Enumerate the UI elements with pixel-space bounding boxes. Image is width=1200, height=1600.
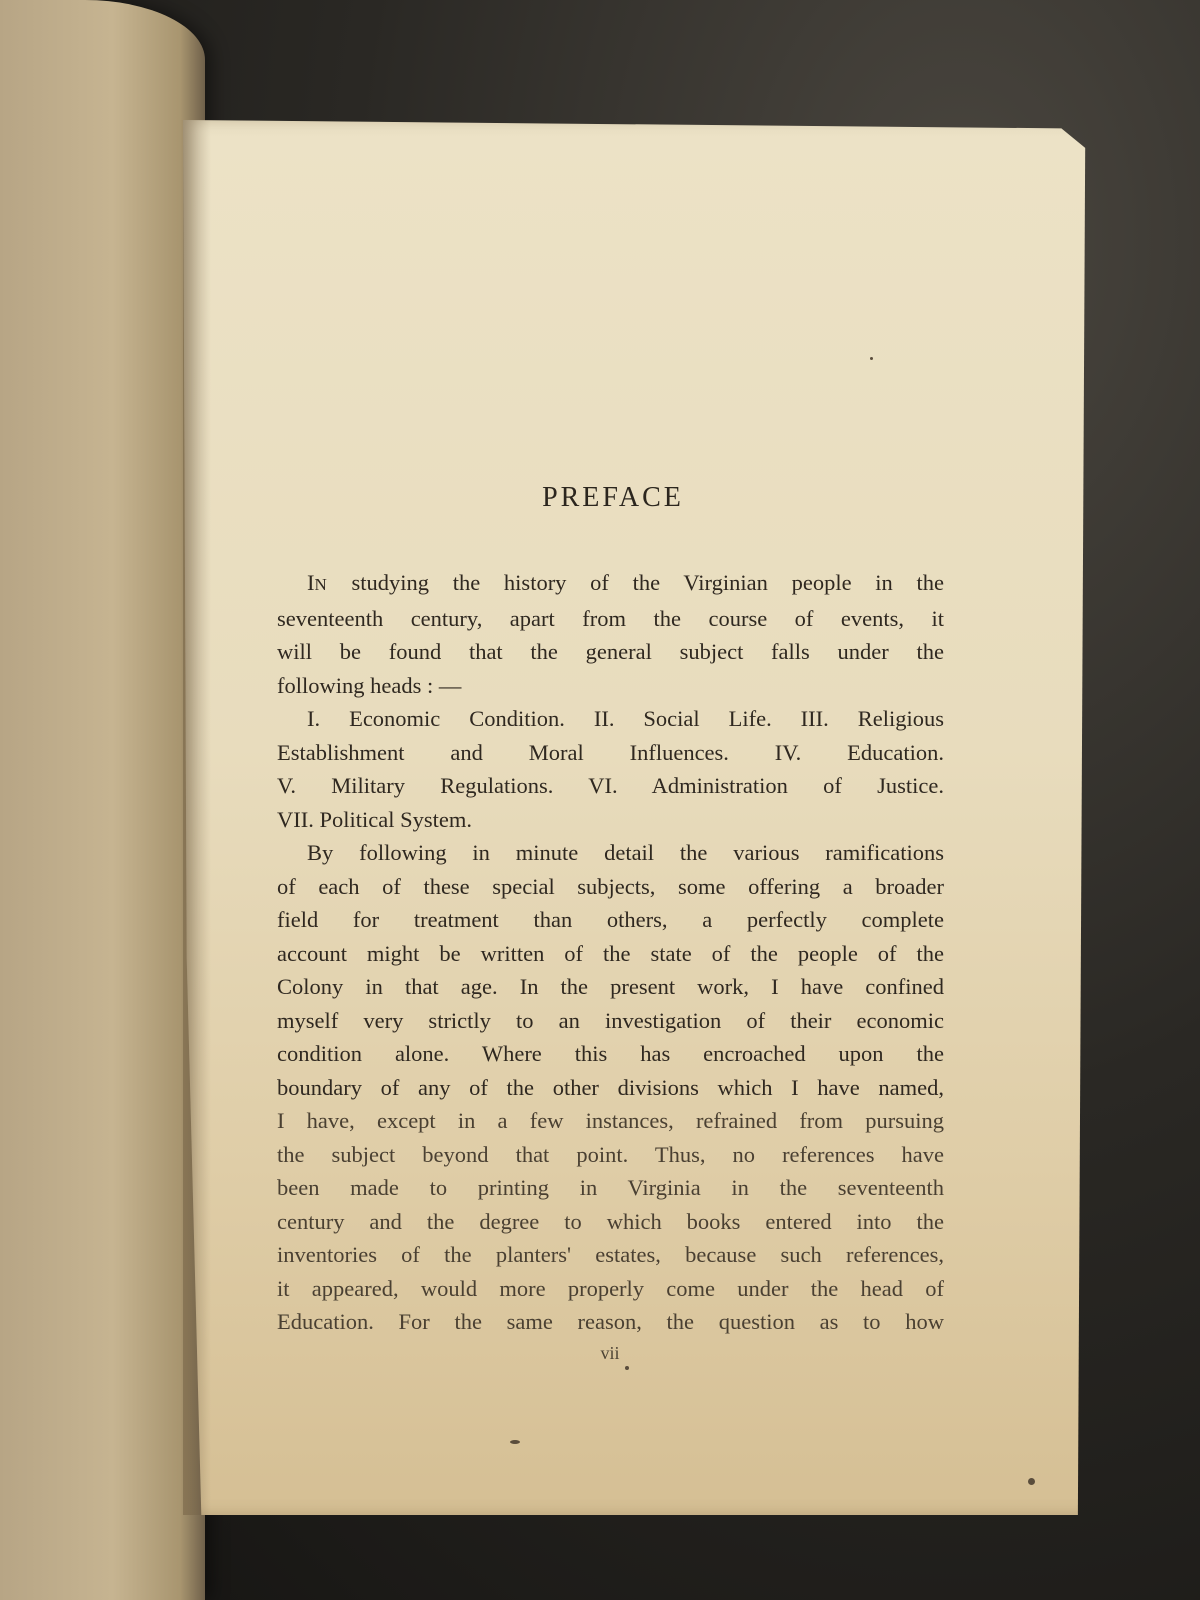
text-line-content: condition alone. Where this has encroached upon the <box>277 1041 944 1066</box>
text-line-content: century and the degree to which books entered into the <box>277 1208 944 1234</box>
spine-shadow <box>183 120 211 1515</box>
text-line-content: the subject beyond that point. Thus, no references have <box>277 1141 944 1167</box>
text-line <box>277 1272 944 1306</box>
text-line-content: V. Military Regulations. VI. Administration of Justice. <box>277 773 944 798</box>
left-book-page <box>0 0 205 1600</box>
paper-speck <box>1028 1478 1035 1485</box>
text-line-content: I have, except in a few instances, refrained from pursuing <box>277 1108 944 1133</box>
text-line-content: By following in minute detail the various ramifications <box>307 840 944 865</box>
text-line <box>277 736 944 770</box>
text-line <box>277 903 944 937</box>
paper-speck <box>625 1366 629 1370</box>
text-line <box>277 1071 944 1105</box>
paper-speck <box>870 357 873 360</box>
preface-body <box>277 566 944 1339</box>
small-caps-opening: IN <box>307 570 328 595</box>
text-line-content: will be found that the general subject falls under the <box>277 639 944 664</box>
text-line <box>277 769 944 803</box>
text-line-content: Education. For the same reason, the question as to how <box>277 1309 944 1334</box>
text-line <box>277 1138 944 1172</box>
page-number: vii <box>600 1343 620 1363</box>
text-line-content: Colony in that age. In the present work, I have confined <box>277 974 944 999</box>
text-line-content: of each of these special subjects, some offering a broader <box>277 873 944 899</box>
text-line <box>277 937 944 971</box>
text-line-content: Establishment and Moral Influences. IV. Education. <box>277 739 944 765</box>
text-line <box>277 566 944 602</box>
page-heading: PREFACE <box>542 482 684 513</box>
text-line-content: VII. Political System. <box>277 806 472 832</box>
text-line-content: seventeenth century, apart from the course of events, it <box>277 605 944 631</box>
paper-speck <box>510 1440 520 1444</box>
text-line <box>277 1037 944 1071</box>
text-line-content: boundary of any of the other divisions which I have named, <box>277 1074 944 1100</box>
text-line <box>277 870 944 904</box>
text-line-content: following heads : — <box>277 672 462 698</box>
text-line <box>277 1171 944 1205</box>
text-line <box>277 1205 944 1239</box>
text-line <box>277 669 944 703</box>
text-line <box>277 602 944 636</box>
text-line-content: studying the history of the Virginian people in the <box>351 570 944 595</box>
text-line <box>277 1004 944 1038</box>
text-line-content: field for treatment than others, a perfectly complete <box>277 907 944 932</box>
text-line-content: I. Economic Condition. II. Social Life. III. Religious <box>307 706 944 731</box>
text-line <box>277 970 944 1004</box>
text-line <box>277 702 944 736</box>
text-line-content: myself very strictly to an investigation of their economic <box>277 1007 944 1033</box>
text-line <box>277 1104 944 1138</box>
text-line <box>277 1305 944 1339</box>
text-line-content: account might be written of the state of the people of the <box>277 940 944 966</box>
text-line <box>277 635 944 669</box>
text-line <box>277 1238 944 1272</box>
text-line-content: it appeared, would more properly come under the head of <box>277 1275 944 1301</box>
text-line-content: inventories of the planters' estates, because such references, <box>277 1242 944 1267</box>
text-line <box>277 836 944 870</box>
text-line <box>277 803 944 837</box>
text-line-content: been made to printing in Virginia in the seventeenth <box>277 1175 944 1200</box>
